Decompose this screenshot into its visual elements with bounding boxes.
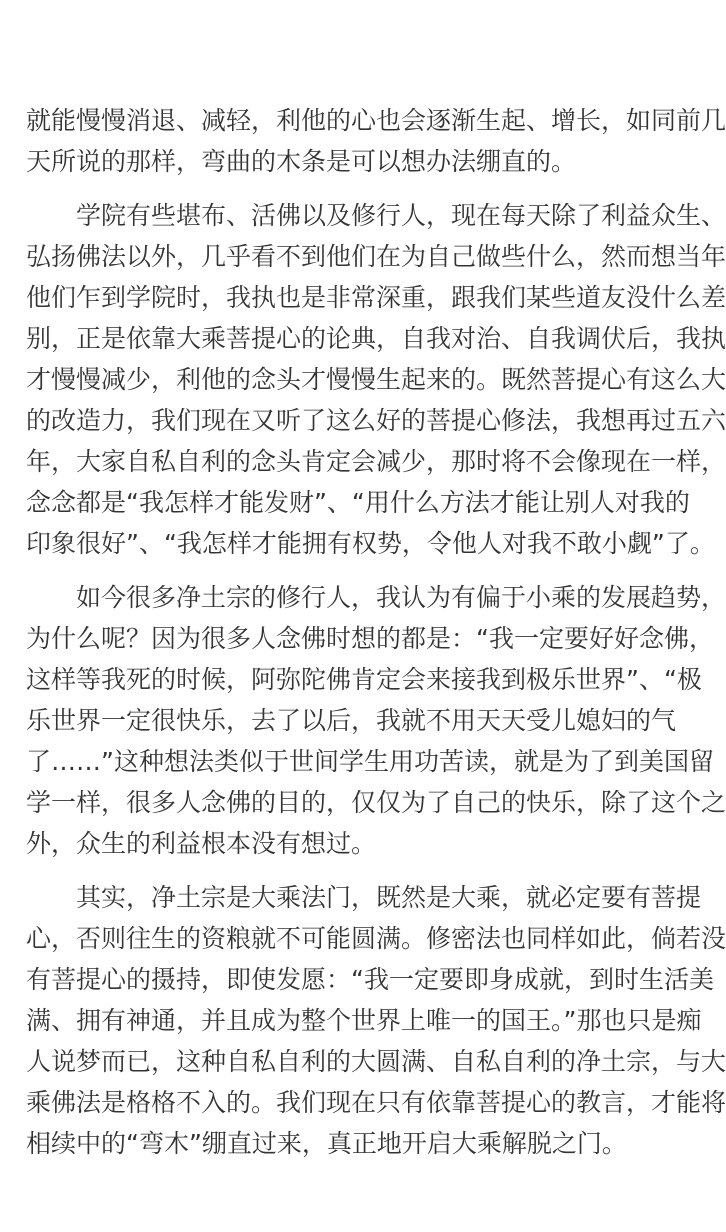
text-line: 相续中的“弯木”绷直过来，真正地开启大乘解脱之门。 (26, 1129, 627, 1158)
text-line: 为什么呢？因为很多人念佛时想的都是：“我一定要好好念佛， (26, 624, 714, 653)
text-line: 别，正是依靠大乘菩提心的论典，自我对治、自我调伏后，我执 (26, 324, 726, 353)
paragraph (26, 877, 726, 1164)
text-line: 就能慢慢消退、减轻，利他的心也会逐渐生起、增长，如同前几 (26, 106, 726, 135)
text-line: 才慢慢减少，利他的念头才慢慢生起来的。既然菩提心有这么大 (26, 365, 726, 394)
text-line: 的改造力，我们现在又听了这么好的菩提心修法，我想再过五六 (26, 406, 726, 435)
text-line: 印象很好”、“我怎样才能拥有权势，令他人对我不敢小觑”了。 (26, 529, 715, 558)
text-line: 弘扬佛法以外，几乎看不到他们在为自己做些什么，然而想当年 (26, 242, 726, 271)
text-line: 乘佛法是格格不入的。我们现在只有依靠菩提心的教言，才能将 (26, 1088, 726, 1117)
text-line: 乐世界一定很快乐，去了以后，我就不用天天受儿媳妇的气 (26, 706, 677, 735)
text-line: 外，众生的利益根本没有想过。 (26, 829, 377, 858)
text-line: 年，大家自私自利的念头肯定会减少，那时将不会像现在一样， (26, 447, 726, 476)
paragraph (26, 195, 726, 564)
text-line: 其实，净土宗是大乘法门，既然是大乘，就必定要有菩提 (76, 883, 702, 912)
text-line: 心，否则往生的资粮就不可能圆满。修密法也同样如此，倘若没 (26, 924, 726, 953)
text-line: 有菩提心的摄持，即使发愿：“我一定要即身成就，到时生活美 (26, 965, 714, 994)
text-line: 学院有些堪布、活佛以及修行人，现在每天除了利益众生、 (76, 201, 726, 230)
text-line: 天所说的那样，弯曲的木条是可以想办法绷直的。 (26, 147, 577, 176)
text-line: 如今很多净土宗的修行人，我认为有偏于小乘的发展趋势， (76, 583, 726, 612)
document-body (26, 100, 726, 1164)
text-line: 人说梦而已，这种自私自利的大圆满、自私自利的净土宗，与大 (26, 1047, 726, 1076)
paragraph (26, 577, 726, 864)
text-line: 这样等我死的时候，阿弥陀佛肯定会来接我到极乐世界”、“极 (26, 665, 702, 694)
paragraph (26, 100, 726, 182)
text-line: 满、拥有神通，并且成为整个世界上唯一的国王。”那也只是痴 (26, 1006, 702, 1035)
text-line: 学一样，很多人念佛的目的，仅仅为了自己的快乐，除了这个之 (26, 788, 726, 817)
text-line: 念念都是“我怎样才能发财”、“用什么方法才能让别人对我的 (26, 488, 690, 517)
text-line: 了……”这种想法类似于世间学生用功苦读，就是为了到美国留 (26, 747, 714, 776)
text-line: 他们乍到学院时，我执也是非常深重，跟我们某些道友没什么差 (26, 283, 726, 312)
